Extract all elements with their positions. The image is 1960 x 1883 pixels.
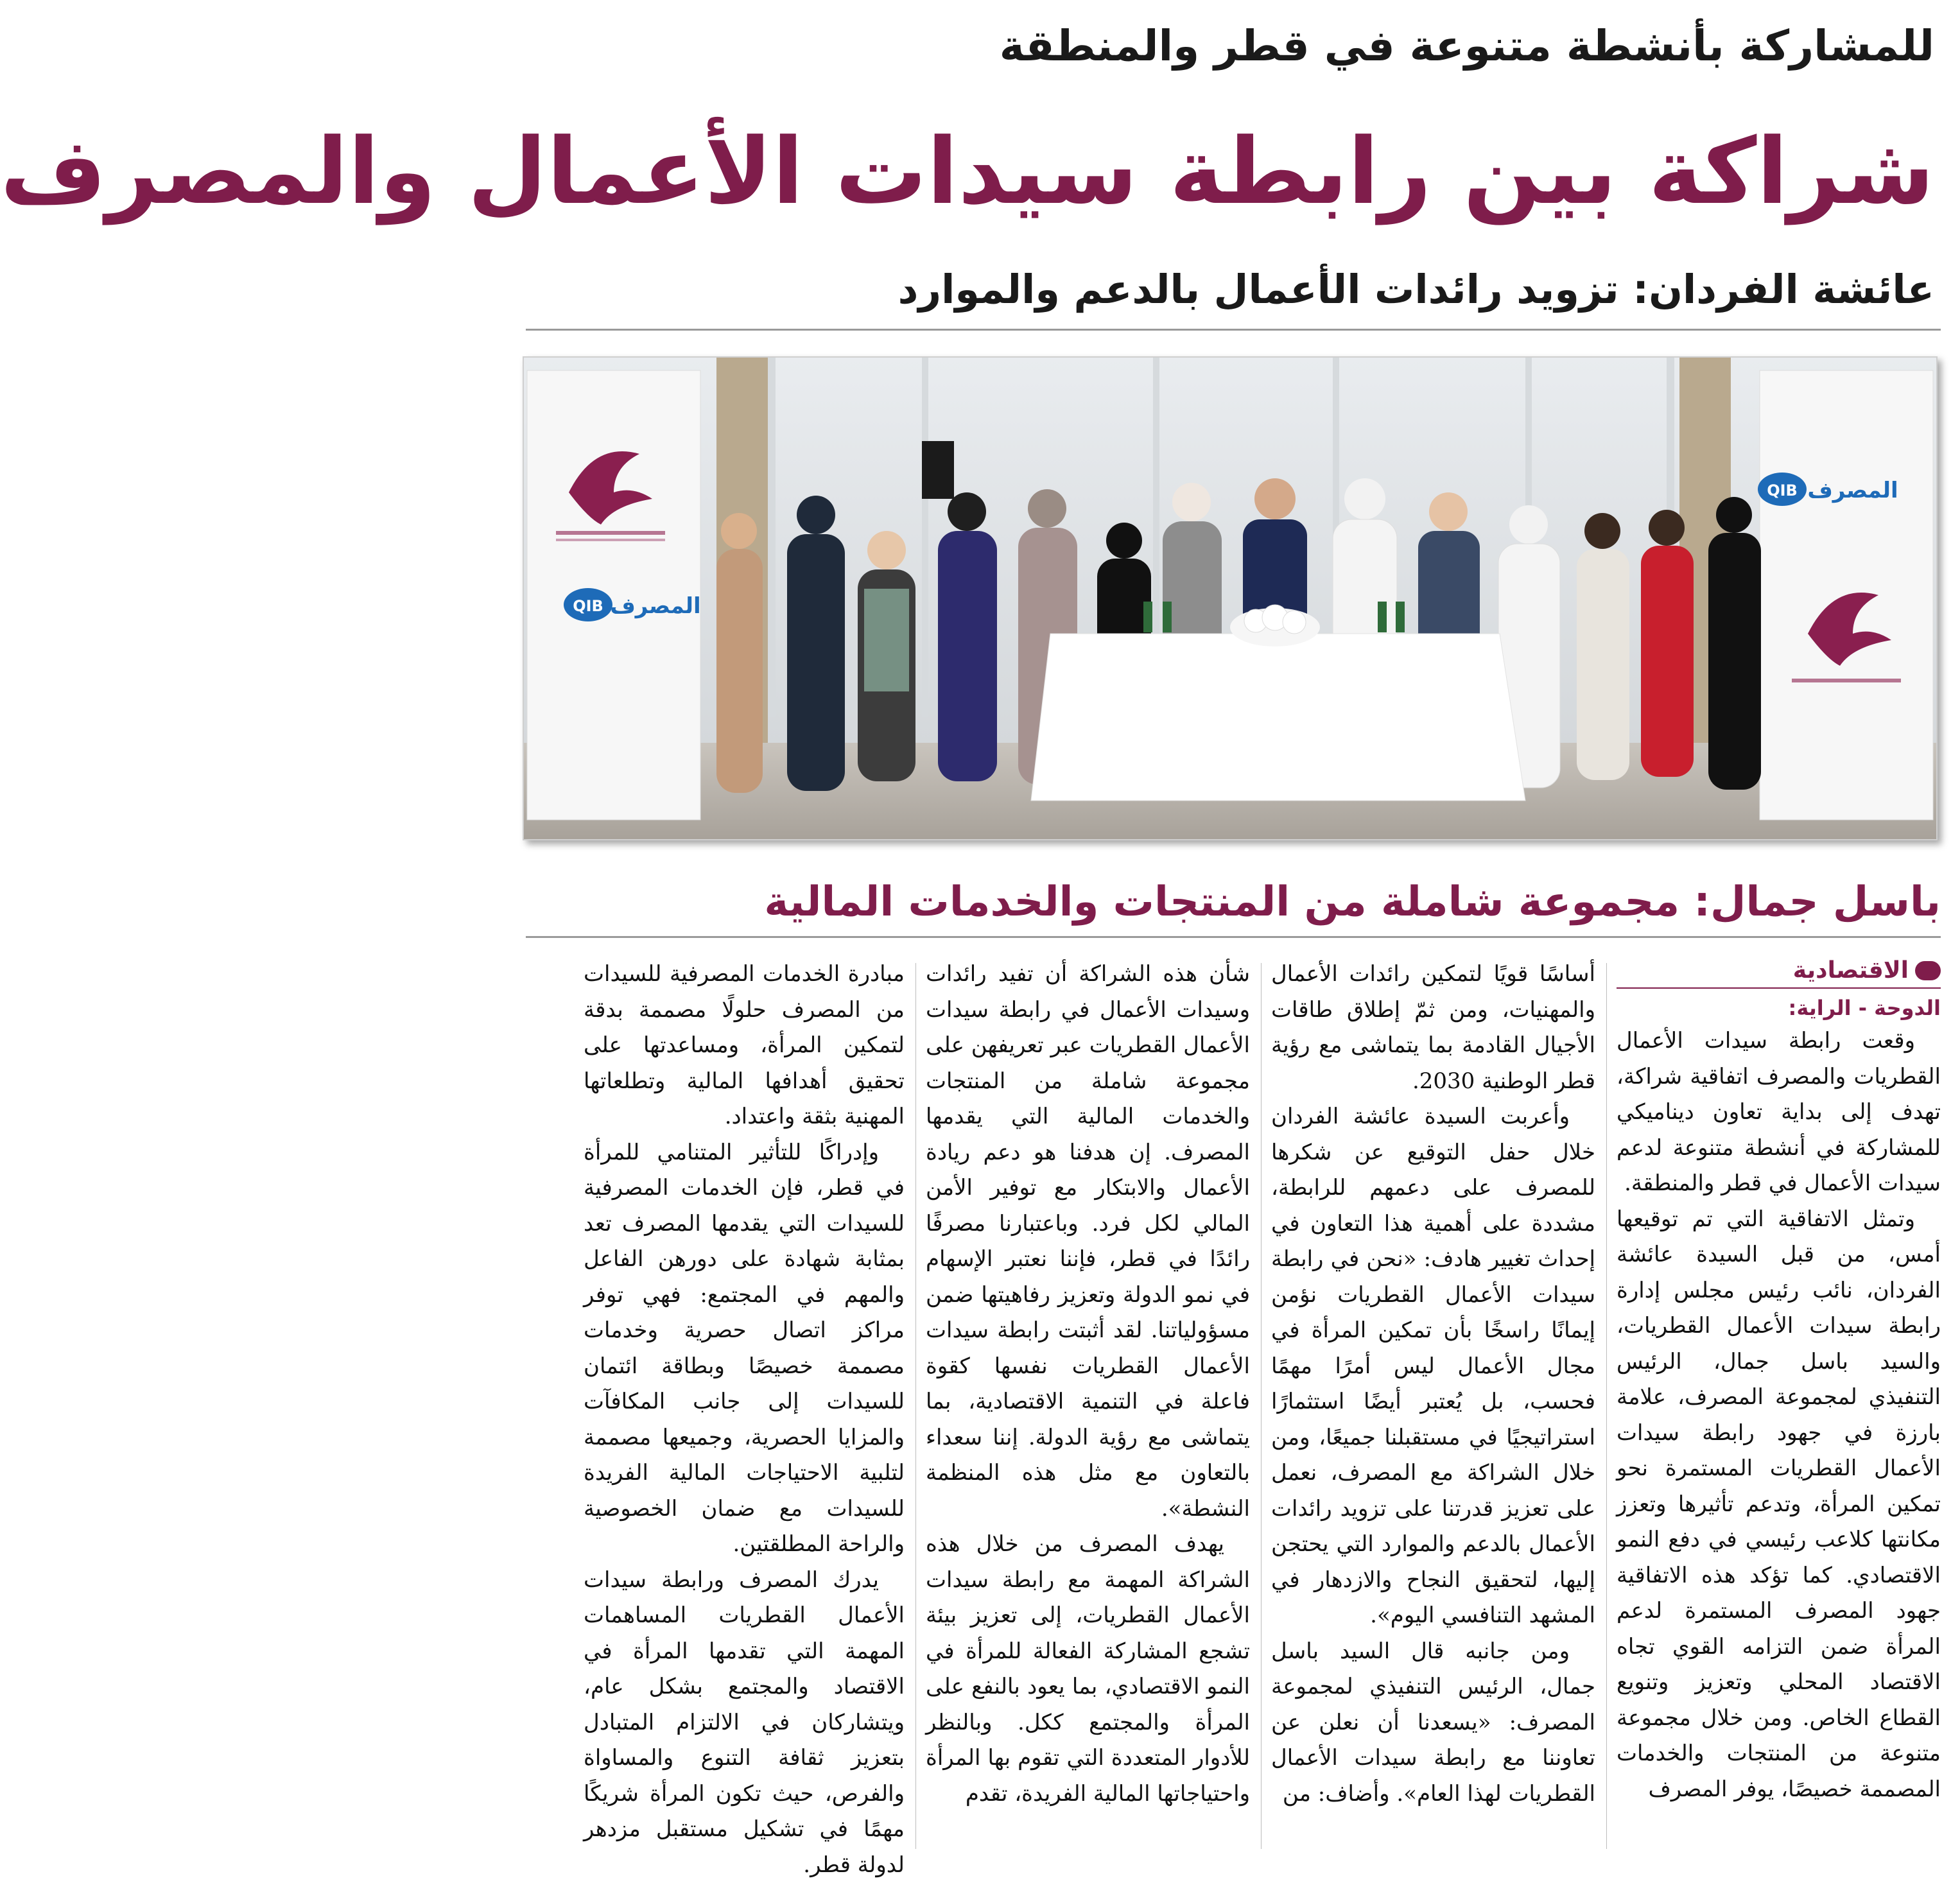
paragraph: شأن هذه الشراكة أن تفيد رائدات وسيدات الأعمال في رابطة سيدات الأعمال القطريات عبر تعريفهن على مجموعة شاملة من المنتجات والخدمات المالية التي يقدمها المصرف. إن هدفنا هو دعم ريادة الأعمال والابتكار مع توفير الأمن المالي لكل فرد. وباعتبارنا مصرفًا رائدًا في قطر، فإننا نعتبر الإسهام في نمو الدولة وتعزيز رفاهيتها ضمن مسؤولياتنا. لقد أثبتت رابطة سيدات الأعمال القطريات نفسها كقوة فاعلة في التنمية الاقتصادية، بما يتماشى مع رؤية الدولة. إننا سعداء بالتعاون مع مثل هذه المنظمة النشطة». xyxy=(926,957,1250,1527)
subheadline: عائشة الفردان: تزويد رائدات الأعمال بالدعم والموارد xyxy=(532,263,1934,316)
paragraph: وقعت رابطة سيدات الأعمال القطريات والمصرف اتفاقية شراكة، تهدف إلى بداية تعاون ديناميكي للمشاركة في أنشطة متنوعة لدعم سيدات الأعمال في قطر والمنطقة. xyxy=(1617,1023,1941,1202)
kicker-headline: للمشاركة بأنشطة متنوعة في قطر والمنطقة xyxy=(532,19,1934,73)
column-separator xyxy=(1261,963,1262,1849)
photo-illustration xyxy=(524,358,1936,839)
right-banner xyxy=(1758,370,1933,820)
paragraph: وأعربت السيدة عائشة الفردان خلال حفل التوقيع عن شكرها للمصرف على دعمهم للرابطة، مشددة على أهمية هذا التعاون في إحداث تغيير هادف: «نحن في رابطة سيدات الأعمال القطريات نؤمن إيمانًا راسخًا بأن تمكين المرأة في مجال الأعمال ليس أمرًا مهمًا فحسب، بل يُعتبر أيضًا استثمارًا استراتيجيًا في مستقبلنا جميعًا، ومن خلال الشراكة مع المصرف، نعمل على تعزيز قدرتنا على تزويد رائدات الأعمال بالدعم والموارد التي يحتجن إليها، لتحقيق النجاح والازدهار في المشهد التنافسي اليوم». xyxy=(1271,1099,1595,1634)
person xyxy=(1708,497,1761,790)
left-banner xyxy=(527,370,701,820)
section-name: الاقتصادية xyxy=(1793,957,1909,985)
banner-left-brand: QIB xyxy=(573,597,603,615)
person xyxy=(1641,510,1694,777)
section-tag xyxy=(1617,957,1941,985)
person xyxy=(716,513,763,793)
paragraph: أساسًا قويًا لتمكين رائدات الأعمال والمهنيات، ومن ثمّ إطلاق طاقات الأجيال القادمة بما يتماشى مع رؤية قطر الوطنية 2030. xyxy=(1271,957,1595,1099)
dateline: الدوحة - الراية: xyxy=(1617,993,1941,1023)
paragraph: يهدف المصرف من خلال هذه الشراكة المهمة مع رابطة سيدات الأعمال القطريات، إلى تعزيز بيئة تشجع المشاركة الفعالة للمرأة في النمو الاقتصادي، بما يعود بالنفع على المرأة والمجتمع ككل. وبالنظر للأدوار المتعددة التي تقوم بها المرأة واحتياجاتها المالية الفريدة، تقدم xyxy=(926,1527,1250,1812)
section-rule xyxy=(1617,987,1941,989)
paragraph: يدرك المصرف ورابطة سيدات الأعمال القطريات المساهمات المهمة التي تقدمها المرأة في الاقتصاد والمجتمع بشكل عام، ويتشاركان في الالتزام المتبادل بتعزيز ثقافة التنوع والمساواة والفرص، حيث تكون المرأة شريكًا مهمًا في تشكيل مستقبل مزدهر لدولة قطر. xyxy=(584,1563,905,1883)
main-headline: شراكة بين رابطة سيدات الأعمال والمصرف xyxy=(532,116,1934,228)
article-column-1 xyxy=(1617,957,1941,1855)
article-column-2 xyxy=(1271,957,1595,1855)
paragraph: وإدراكًا للتأثير المتنامي للمرأة في قطر، فإن الخدمات المصرفية للسيدات التي يقدمها المصرف تعد بمثابة شهادة على دورهن الفاعل والمهم في المجتمع: فهي توفر مراكز اتصال حصرية وخدمات مصممة خصيصًا وبطاقة ائتمان للسيدات إلى جانب المكافآت والمزايا الحصرية، وجميعها مصممة لتلبية الاحتياجات المالية الفريدة للسيدات مع ضمان الخصوصية والراحة المطلقتين. xyxy=(584,1135,905,1563)
article-column-3 xyxy=(926,957,1250,1855)
banner-right-brand: QIB xyxy=(1767,482,1798,499)
secondary-headline: باسل جمال: مجموعة شاملة من المنتجات والخدمات المالية xyxy=(526,873,1941,931)
banner-right-label: المصرف xyxy=(1807,478,1898,503)
signing-ceremony-photo xyxy=(523,356,1938,840)
column-separator xyxy=(915,963,916,1849)
section-logo-icon xyxy=(1915,961,1941,980)
divider-rule xyxy=(526,936,1941,938)
article-column-4 xyxy=(584,957,905,1855)
divider-rule xyxy=(526,329,1941,331)
paragraph: مبادرة الخدمات المصرفية للسيدات من المصرف حلولًا مصممة بدقة لتمكين المرأة، ومساعدتها على تحقيق أهدافها المالية وتطلعاتها المهنية بثقة واعتداد. xyxy=(584,957,905,1135)
banner-left-label: المصرف xyxy=(610,593,700,619)
column-separator xyxy=(1606,963,1607,1849)
person xyxy=(1577,513,1629,780)
paragraph: ومن جانبه قال السيد باسل جمال، الرئيس التنفيذي لمجموعة المصرف: «يسعدنا أن نعلن عن تعاوننا مع رابطة سيدات الأعمال القطريات لهذا العام». وأضاف: من xyxy=(1271,1634,1595,1812)
speaker xyxy=(922,441,954,499)
newspaper-page xyxy=(507,0,1960,1870)
person xyxy=(787,496,845,791)
person xyxy=(938,492,997,781)
paragraph: وتمثل الاتفاقية التي تم توقيعها أمس، من قبل السيدة عائشة الفردان، نائب رئيس مجلس إدارة رابطة سيدات الأعمال القطريات، والسيد باسل جمال، الرئيس التنفيذي لمجموعة المصرف، علامة بارزة في جهود رابطة سيدات الأعمال القطريات المستمرة نحو تمكين المرأة، وتدعم تأثيرها وتعزز مكانتها كلاعب رئيسي في دفع النمو الاقتصادي. كما تؤكد هذه الاتفاقية جهود المصرف المستمرة لدعم المرأة ضمن التزامه القوي تجاه الاقتصاد المحلي وتعزيز وتنويع القطاع الخاص. ومن خلال مجموعة متنوعة من المنتجات والخدمات المصممة خصيصًا، يوفر المصرف xyxy=(1617,1202,1941,1808)
article-body xyxy=(507,957,1960,1862)
